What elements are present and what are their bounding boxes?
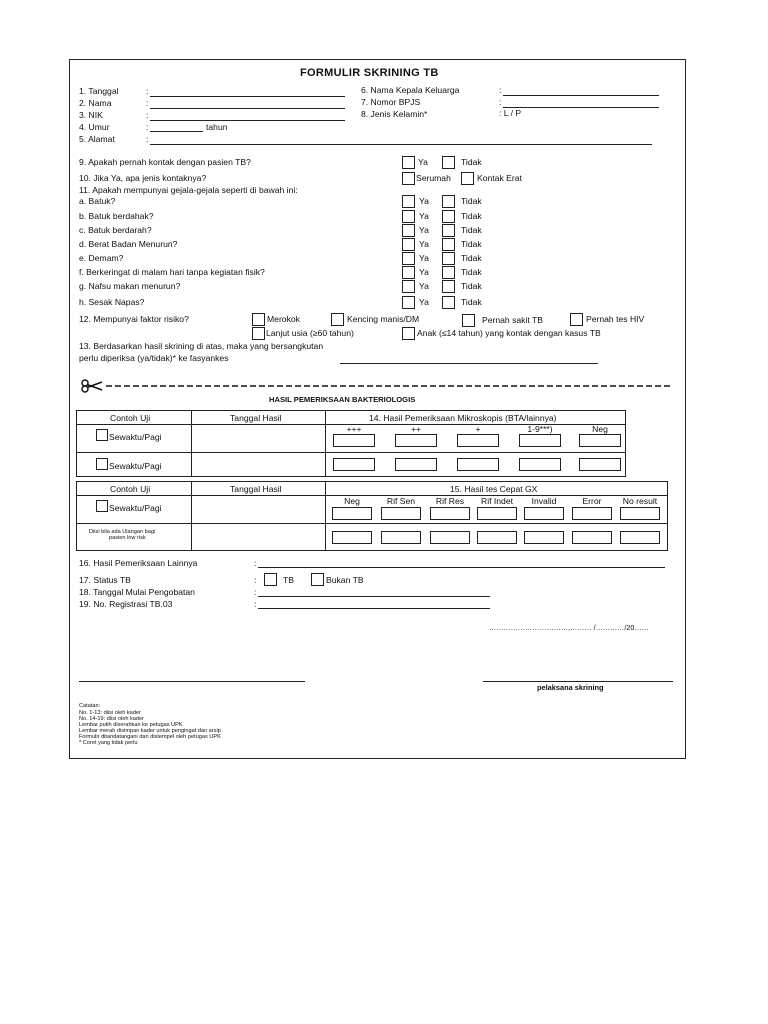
label-kontak-erat: Kontak Erat bbox=[477, 173, 522, 183]
question-12: 12. Mempunyai faktor risiko? bbox=[79, 314, 189, 324]
grade-box-row2[interactable] bbox=[395, 458, 437, 471]
label-no: Tidak bbox=[461, 253, 482, 263]
label-yes: Ya bbox=[419, 253, 429, 263]
gx-box-row1[interactable] bbox=[430, 507, 470, 520]
checkbox-sample-1[interactable] bbox=[96, 429, 108, 441]
checkbox-diabetes[interactable] bbox=[331, 313, 344, 326]
tanggal-pengobatan-field[interactable] bbox=[258, 596, 490, 597]
colon: : bbox=[146, 98, 149, 108]
gx-box-row2[interactable] bbox=[332, 531, 372, 544]
label-no: Tidak bbox=[461, 157, 482, 167]
checkbox-tes-hiv[interactable] bbox=[570, 313, 583, 326]
symptom-question: c. Batuk berdarah? bbox=[79, 225, 152, 235]
gx-box-row2[interactable] bbox=[381, 531, 421, 544]
checkbox-symptom-yes[interactable] bbox=[402, 280, 415, 293]
date-line: ……………………………,……… /…………/20…… bbox=[489, 623, 649, 632]
gx-box-row1[interactable] bbox=[381, 507, 421, 520]
colon: : bbox=[146, 122, 149, 132]
gx-result-label: Invalid bbox=[531, 496, 557, 506]
label-alamat: 5. Alamat bbox=[79, 134, 115, 144]
gx-result-label: Neg bbox=[344, 496, 360, 506]
notes-title: Catatan: bbox=[79, 703, 101, 709]
grade-box-row1[interactable] bbox=[333, 434, 375, 447]
label-umur: 4. Umur bbox=[79, 122, 110, 132]
colon: : bbox=[499, 97, 502, 107]
label-nik: 3. NIK bbox=[79, 110, 103, 120]
lab-title: HASIL PEMERIKSAAN BAKTERIOLOGIS bbox=[269, 395, 416, 404]
colon: : bbox=[499, 85, 502, 95]
checkbox-symptom-yes[interactable] bbox=[402, 210, 415, 223]
question-19: 19. No. Registrasi TB.03 bbox=[79, 599, 173, 609]
checkbox-q9-yes[interactable] bbox=[402, 156, 415, 169]
checkbox-symptom-no[interactable] bbox=[442, 195, 455, 208]
label-bukan-tb: Bukan TB bbox=[326, 575, 364, 585]
nik-field[interactable] bbox=[150, 120, 345, 121]
colon: : bbox=[146, 110, 149, 120]
gx-result-label: Error bbox=[582, 496, 602, 506]
risk-tes-hiv: Pernah tes HIV bbox=[586, 314, 645, 324]
checkbox-symptom-yes[interactable] bbox=[402, 252, 415, 265]
risk-pernah-tb: Pernah sakit TB bbox=[482, 315, 543, 325]
label-yes: Ya bbox=[419, 297, 429, 307]
sample-label: Sewaktu/Pagi bbox=[109, 461, 162, 471]
gx-box-row2[interactable] bbox=[477, 531, 517, 544]
gx-result-label: Rif Indet bbox=[480, 496, 513, 506]
label-jenis-kelamin: 8. Jenis Kelamin* bbox=[361, 109, 428, 119]
checkbox-kontak-erat[interactable] bbox=[461, 172, 474, 185]
question-18: 18. Tanggal Mulai Pengobatan bbox=[79, 587, 195, 597]
label-yes: Ya bbox=[419, 267, 429, 277]
checkbox-symptom-yes[interactable] bbox=[402, 195, 415, 208]
checkbox-symptom-yes[interactable] bbox=[402, 266, 415, 279]
symptom-question: b. Batuk berdahak? bbox=[79, 211, 154, 221]
checkbox-symptom-no[interactable] bbox=[442, 296, 455, 309]
registrasi-field[interactable] bbox=[258, 608, 490, 609]
question-13-line1: 13. Berdasarkan hasil skrining di atas, maka yang bersangkutan bbox=[79, 341, 324, 351]
gx-result-label: Rif Res bbox=[435, 496, 465, 506]
header-contoh-uji: Contoh Uji bbox=[110, 484, 151, 494]
label-no: Tidak bbox=[461, 225, 482, 235]
label-yes: Ya bbox=[419, 281, 429, 291]
signature-label: pelaksana skrining bbox=[537, 683, 604, 692]
risk-lansia: Lanjut usia (≥60 tahun) bbox=[266, 328, 354, 338]
question-9: 9. Apakah pernah kontak dengan pasien TB? bbox=[79, 157, 251, 167]
note-line: Lembar merah disimpan kader untuk pengingat dan arsip bbox=[79, 728, 221, 734]
bpjs-field[interactable] bbox=[503, 107, 659, 108]
gx-result-label: No result bbox=[622, 496, 658, 506]
colon: : bbox=[146, 134, 149, 144]
checkbox-serumah[interactable] bbox=[402, 172, 415, 185]
umur-field[interactable] bbox=[150, 131, 203, 132]
colon: : bbox=[254, 599, 257, 609]
checkbox-symptom-yes[interactable] bbox=[402, 238, 415, 251]
question-11: 11. Apakah mempunyai gejala-gejala seperti di bawah ini: bbox=[79, 185, 298, 195]
question-17: 17. Status TB bbox=[79, 575, 131, 585]
colon: : bbox=[146, 86, 149, 96]
label-no: Tidak bbox=[461, 196, 482, 206]
grade-label: 1-9***) bbox=[527, 424, 553, 434]
label-yes: Ya bbox=[419, 211, 429, 221]
grade-box-row2[interactable] bbox=[333, 458, 375, 471]
note-line: No. 1-13: diisi oleh kader bbox=[79, 710, 141, 716]
checkbox-symptom-no[interactable] bbox=[442, 280, 455, 293]
checkbox-symptom-yes[interactable] bbox=[402, 224, 415, 237]
checkbox-q9-no[interactable] bbox=[442, 156, 455, 169]
gx-box-row1[interactable] bbox=[620, 507, 660, 520]
label-yes: Ya bbox=[419, 196, 429, 206]
scissors-icon bbox=[82, 380, 102, 392]
hasil-lainnya-field[interactable] bbox=[258, 567, 665, 568]
question-16: 16. Hasil Pemeriksaan Lainnya bbox=[79, 558, 198, 568]
risk-diabetes: Kencing manis/DM bbox=[347, 314, 420, 324]
checkbox-symptom-no[interactable] bbox=[442, 210, 455, 223]
checkbox-lansia[interactable] bbox=[252, 327, 265, 340]
symptom-question: h. Sesak Napas? bbox=[79, 297, 145, 307]
label-no: Tidak bbox=[461, 267, 482, 277]
cut-line bbox=[80, 379, 673, 393]
grade-label: + bbox=[475, 424, 481, 434]
header-tes-cepat: 15. Hasil tes Cepat GX bbox=[450, 484, 538, 494]
grade-box-row1[interactable] bbox=[519, 434, 561, 447]
checkbox-symptom-no[interactable] bbox=[442, 266, 455, 279]
colon: : bbox=[254, 587, 257, 597]
tanggal-field[interactable] bbox=[150, 96, 345, 97]
grade-label: Neg bbox=[592, 424, 608, 434]
risk-merokok: Merokok bbox=[267, 314, 300, 324]
label-kepala-keluarga: 6. Nama Kepala Keluarga bbox=[361, 85, 460, 95]
repeat-note-line2: pasien low risk bbox=[109, 535, 146, 541]
checkbox-tb[interactable] bbox=[264, 573, 277, 586]
grade-box-row2[interactable] bbox=[519, 458, 561, 471]
checkbox-bukan-tb[interactable] bbox=[311, 573, 324, 586]
note-line: No. 14-19: diisi oleh kader bbox=[79, 716, 144, 722]
label-tanggal: 1. Tanggal bbox=[79, 86, 119, 96]
gx-box-row1[interactable] bbox=[524, 507, 564, 520]
grade-box-row1[interactable] bbox=[457, 434, 499, 447]
grade-box-row1[interactable] bbox=[395, 434, 437, 447]
signature-line-right[interactable] bbox=[483, 681, 673, 682]
label-yes: Ya bbox=[418, 157, 428, 167]
header-tanggal-hasil: Tanggal Hasil bbox=[230, 484, 282, 494]
label-nama: 2. Nama bbox=[79, 98, 112, 108]
sample-label: Sewaktu/Pagi bbox=[109, 432, 162, 442]
label-no: Tidak bbox=[461, 211, 482, 221]
risk-anak: Anak (≤14 tahun) yang kontak dengan kasus TB bbox=[417, 328, 601, 338]
label-bpjs: 7. Nomor BPJS bbox=[361, 97, 421, 107]
question-10: 10. Jika Ya, apa jenis kontaknya? bbox=[79, 173, 207, 183]
symptom-question: e. Demam? bbox=[79, 253, 124, 263]
colon: : bbox=[254, 575, 257, 585]
label-no: Tidak bbox=[461, 239, 482, 249]
label-yes: Ya bbox=[419, 225, 429, 235]
symptom-question: g. Nafsu makan menurun? bbox=[79, 281, 181, 291]
checkbox-merokok[interactable] bbox=[252, 313, 265, 326]
header-tanggal-hasil: Tanggal Hasil bbox=[230, 413, 282, 423]
symptom-question: a. Batuk? bbox=[79, 196, 116, 206]
label-yes: Ya bbox=[419, 239, 429, 249]
grade-label: ++ bbox=[410, 424, 422, 434]
gx-result-label: Rif Sen bbox=[386, 496, 416, 506]
note-line: Lembar putih diserahkan ke petugas UPK bbox=[79, 722, 183, 728]
checkbox-pernah-tb[interactable] bbox=[462, 314, 475, 327]
grade-box-row1[interactable] bbox=[579, 434, 621, 447]
label-no: Tidak bbox=[461, 297, 482, 307]
umur-unit: tahun bbox=[206, 122, 228, 132]
checkbox-sample-gx[interactable] bbox=[96, 500, 108, 512]
gx-box-row2[interactable] bbox=[430, 531, 470, 544]
gx-box-row2[interactable] bbox=[620, 531, 660, 544]
checkbox-anak[interactable] bbox=[402, 327, 415, 340]
jenis-kelamin-options[interactable]: : L / P bbox=[499, 108, 522, 118]
sample-label: Sewaktu/Pagi bbox=[109, 503, 162, 513]
label-serumah: Serumah bbox=[416, 173, 451, 183]
header-contoh-uji: Contoh Uji bbox=[110, 413, 151, 423]
gx-box-row2[interactable] bbox=[524, 531, 564, 544]
symptom-question: f. Berkeringat di malam hari tanpa kegiatan fisik? bbox=[79, 267, 265, 277]
note-line: Formulir ditandatangani dan distempel oleh petugas UPK bbox=[79, 734, 221, 740]
colon: : bbox=[254, 558, 257, 568]
checkbox-sample-2[interactable] bbox=[96, 458, 108, 470]
checkbox-symptom-yes[interactable] bbox=[402, 296, 415, 309]
note-line: * Coret yang tidak perlu bbox=[79, 740, 138, 746]
grade-box-row2[interactable] bbox=[457, 458, 499, 471]
gx-box-row1[interactable] bbox=[572, 507, 612, 520]
q13-answer-field[interactable] bbox=[340, 363, 598, 364]
form-title: FORMULIR SKRINING TB bbox=[300, 67, 439, 79]
nama-field[interactable] bbox=[150, 108, 345, 109]
checkbox-symptom-no[interactable] bbox=[442, 252, 455, 265]
checkbox-symptom-no[interactable] bbox=[442, 238, 455, 251]
gx-box-row1[interactable] bbox=[477, 507, 517, 520]
question-13-line2: perlu diperiksa (ya/tidak)* ke fasyankes bbox=[79, 353, 229, 363]
gx-box-row1[interactable] bbox=[332, 507, 372, 520]
header-mikroskopis: 14. Hasil Pemeriksaan Mikroskopis (BTA/lainnya) bbox=[369, 413, 557, 423]
repeat-note-line1: Diisi bila ada Ulangan bagi bbox=[89, 529, 156, 535]
label-tb: TB bbox=[283, 575, 294, 585]
checkbox-symptom-no[interactable] bbox=[442, 224, 455, 237]
label-no: Tidak bbox=[461, 281, 482, 291]
symptom-question: d. Berat Badan Menurun? bbox=[79, 239, 178, 249]
alamat-field[interactable] bbox=[150, 144, 652, 145]
kepala-keluarga-field[interactable] bbox=[503, 95, 659, 96]
gx-box-row2[interactable] bbox=[572, 531, 612, 544]
grade-label: +++ bbox=[346, 424, 362, 434]
grade-box-row2[interactable] bbox=[579, 458, 621, 471]
signature-line-left[interactable] bbox=[79, 681, 305, 682]
